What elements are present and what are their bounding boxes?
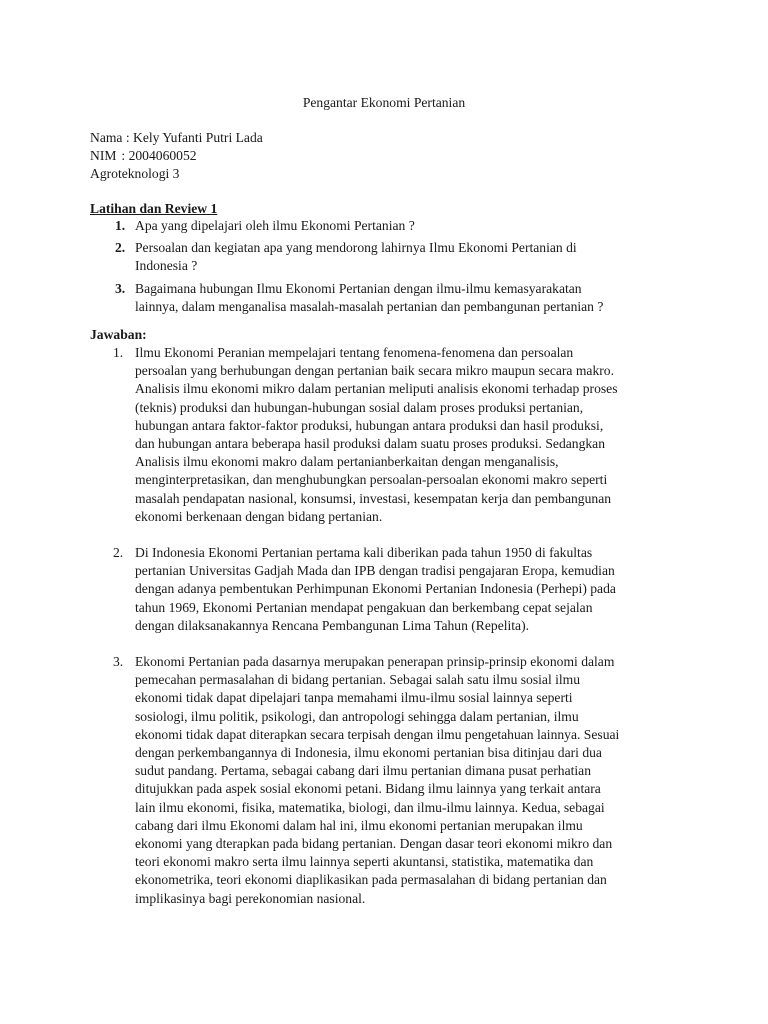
answer-number: 1. (113, 345, 124, 360)
question-number: 3. (115, 280, 126, 296)
kelas-line: Agroteknologi 3 (90, 166, 180, 182)
latihan-heading: Latihan dan Review 1 (90, 201, 218, 216)
question-number: 1. (115, 218, 126, 233)
nim-value: : 2004060052 (121, 148, 197, 164)
question-list (90, 217, 690, 320)
answer-text: Di Indonesia Ekonomi Pertanian pertama kali diberikan pada tahun 1950 di fakultas pertanian Universitas Gadjah Mada dan IPB dengan tradisi pengajaran Eropa, kemudian dengan adanya pembentukan Perhimpunan Ekonomi Pertanian Indonesia (Perhepi) pada tahun 1969, Ekonomi Pertanian mendapat pengakuan dan berkembang cepat sejalan dengan dilaksanakannya Rencana Pembangunan Lima Tahun (Repelita). (135, 545, 616, 633)
question-number: 2. (115, 240, 126, 256)
question-item (90, 280, 690, 316)
document-title: Pengantar Ekonomi Pertanian (302, 95, 466, 110)
nim-label: NIM (90, 148, 117, 164)
nama-value: : Kely Yufanti Putri Lada (125, 130, 263, 145)
answer-item (90, 544, 670, 635)
answer-number: 3. (113, 654, 124, 670)
answer-item (90, 653, 670, 908)
nim-line (90, 147, 263, 165)
question-text: Bagaimana hubungan Ilmu Ekonomi Pertanian dengan ilmu-ilmu kemasyarakatan lainnya, dalam menganalisa masalah-masalah pertanian dan pembangunan pertanian ? (135, 280, 604, 314)
answer-text: Ekonomi Pertanian pada dasarnya merupakan penerapan prinsip-prinsip ekonomi dalam pemecahan permasalahan di bidang pertanian. Sebagai salah satu ilmu sosial ilmu ekonomi tidak dapat dipelajari tanpa memahami ilmu-ilmu sosial lainnya seperti sosiologi, ilmu politik, psikologi, dan antropologi sehingga dalam pertanian, ilmu ekonomi tidak dapat diterapkan secara terpisah dengan ilmu pengetahuan lainnya. Sesuai dengan perkembangannya di Indonesia, ilmu ekonomi pertanian bisa ditinjau dari dua sudut pandang. Pertama, sebagai cabang dari ilmu pertanian dimana pusat perhatian ditujukkan pada aspek sosial ekonomi petani. Bidang ilmu lainnya yang terkait antara lain ilmu ekonomi, fisika, matematika, biologi, dan ilmu-ilmu lainnya. Kedua, sebagai cabang dari ilmu Ekonomi dalam hal ini, ilmu ekonomi pertanian merupakan ilmu ekonomi yang dterapkan pada bidang pertanian. Dengan dasar teori ekonomi mikro dan teori ekonomi makro serta ilmu lainnya seperti akuntansi, statistika, matematika dan ekonometrika, teori ekonomi diaplikasikan pada permasalahan di bidang pertanian dan implikasinya bagi perekonomian nasional. (135, 654, 620, 906)
question-text: Persoalan dan kegiatan apa yang mendorong lahirnya Ilmu Ekonomi Pertanian di Indonesia ? (135, 240, 577, 274)
answer-text: Ilmu Ekonomi Peranian mempelajari tentang fenomena-fenomena dan persoalan persoalan yang berhubungan dengan pertanian baik secara mikro maupun secara makro. Analisis ilmu ekonomi mikro dalam pertanian meliputi analisis ekonomi terhadap proses (teknis) produksi dan hubungan-hubungan sosial dalam proses produksi pertanian, hubungan antara faktor-faktor produksi, hubungan antara produksi dan hasil produksi, dan hubungan antara beberapa hasil produksi dalam suatu proses produksi. Sedangkan Analisis ilmu ekonomi makro dalam pertanianberkaitan dengan menganalisis, menginterpretasikan, dan menghubungkan persoalan-persoalan ekonomi makro seperti masalah pendapatan nasional, konsumsi, investasi, kesempatan kerja dan pembangunan ekonomi berkenaan dengan bidang pertanian. (135, 345, 618, 524)
nama-label: Nama (90, 130, 123, 145)
question-text: Apa yang dipelajari oleh ilmu Ekonomi Pertanian ? (135, 218, 415, 233)
question-item (90, 239, 690, 275)
answer-item (90, 344, 670, 526)
answer-number: 2. (113, 545, 124, 561)
jawaban-heading: Jawaban: (90, 327, 147, 342)
identity-block (90, 129, 263, 184)
answer-list (90, 344, 670, 908)
question-item (90, 217, 690, 235)
nama-line (90, 129, 263, 147)
